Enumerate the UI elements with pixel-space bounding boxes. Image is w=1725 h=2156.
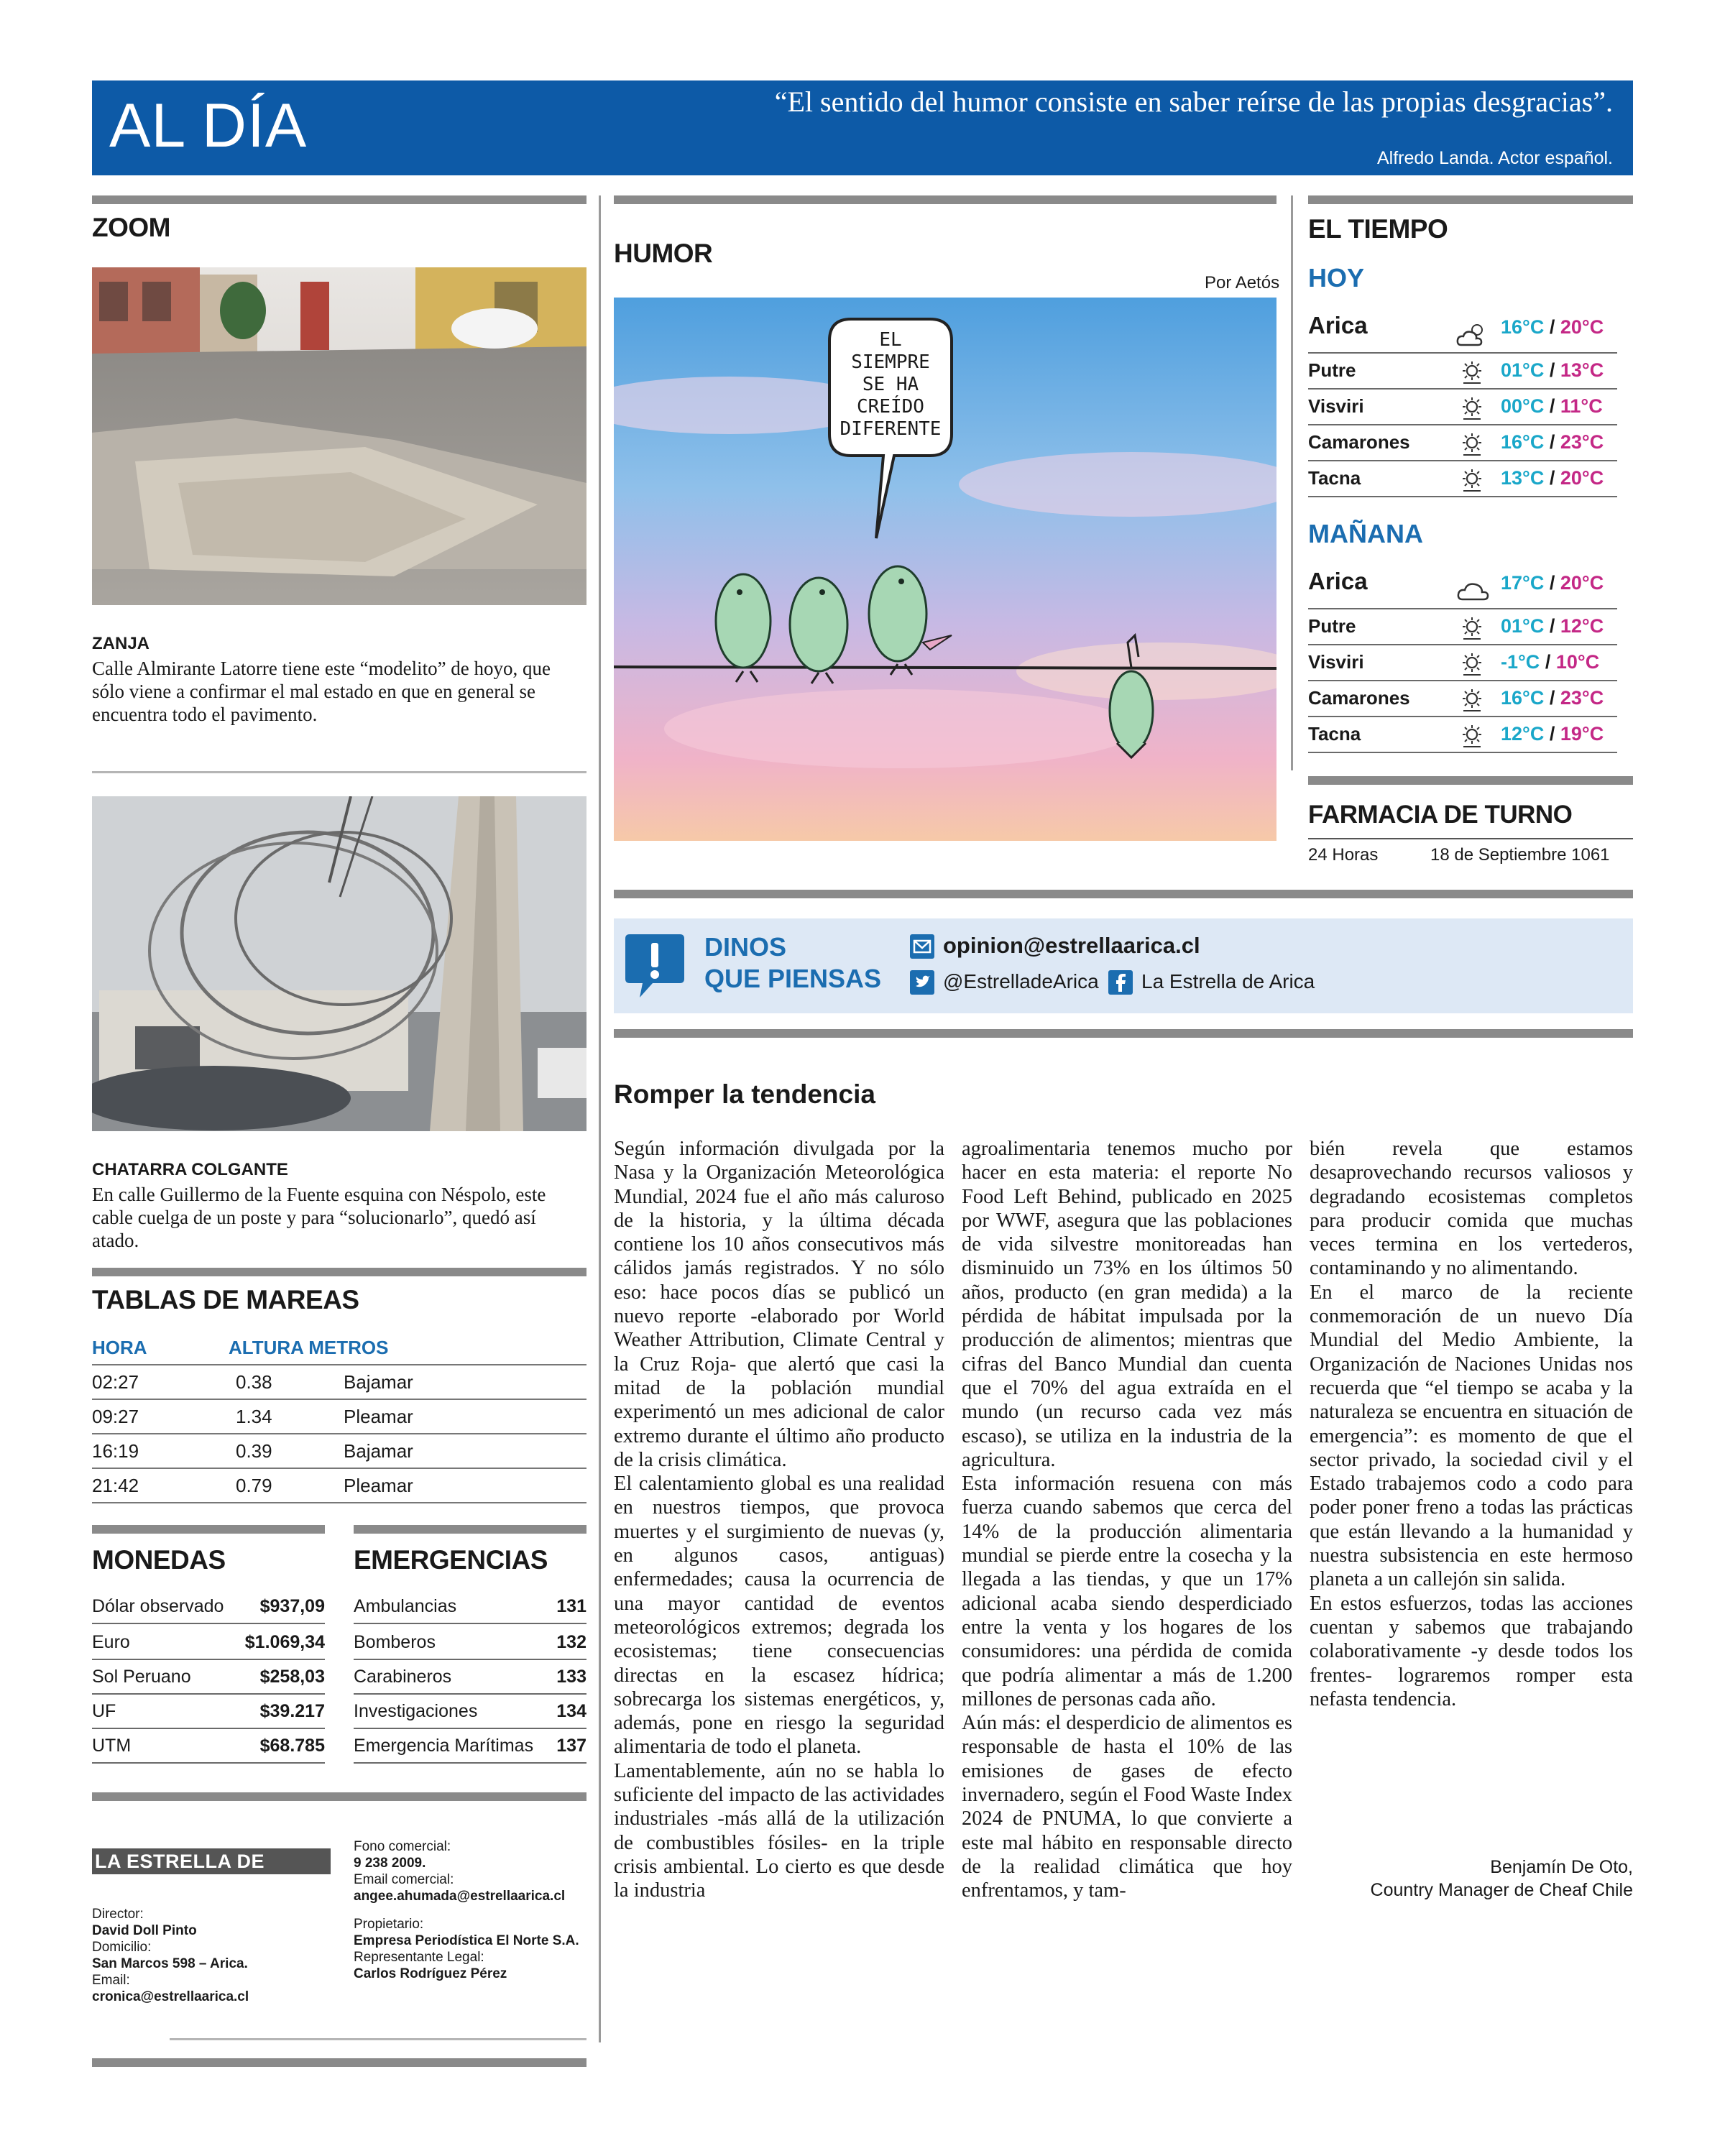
- email-link[interactable]: angee.ahumada@estrellaarica.cl: [354, 1889, 566, 1904]
- twitter-icon: [910, 970, 934, 995]
- pharmacy-hours: 24 Horas: [1308, 845, 1379, 865]
- tide-hora: 09:27: [92, 1399, 236, 1434]
- article-paragraph: bién revela que estamos desaprovechando recursos valiosos y degradando ecosistemas completos para producir comida que muchas veces termina en los vertederos, contaminando y no alimentando.: [1310, 1138, 1633, 1280]
- article-paragraph: Según información divulgada por la Nasa y la Organización Meteorológica Mundial, 2024 fue el año más caluroso de la historia, y la última década contiene los 10 años consecutivos más cálidos jamás registrados. Y no sólo eso: hace pocos días se publicó un nuevo reporte -elaborado por World Weather Attribution, Climate Central y la Cruz Roja- que alertó que casi la mitad de la población mundial experimentó un mes adicional de calor extremo durante el último año producto de la crisis climática.: [614, 1138, 944, 1471]
- table-row: [92, 1365, 586, 1399]
- weather-tomorrow-label: MAÑANA: [1308, 519, 1423, 548]
- article-paragraph: agroalimentaria tenemos mucho por hacer en esta materia: el reporte No Food Left Behind, publicado en 2025 por WWF, asegura que las poblaciones de vida silvestre monitoreadas han disminuido un 73% en los últimos 50 años, producto (en gran medida) a la pérdida de hábitat impulsada por la producción de alimentos; mientras que cifras del Banco Mundial dan cuenta que el 70% del agua extraída en el mundo (un recurso cada vez más escaso), se utiliza en la industria de la agricultura.: [962, 1138, 1292, 1471]
- humor-title: HUMOR: [614, 239, 713, 268]
- email-link[interactable]: cronica@estrellaarica.cl: [92, 1989, 249, 2004]
- contact-facebook[interactable]: La Estrella de Arica: [1141, 970, 1315, 992]
- humor-credit: Por Aetós: [1205, 273, 1280, 292]
- article-paragraph: El calentamiento global es una realidad en nuestros tiempos, que provoca muertes y el surgimiento de nuevas (y, en algunos casos, antiguas) enfermedades; causa la ocurrencia de una mayor cantidad de eventos meteorológicos extremos; degrada los ecosistemas; tiene consecuencias directas en la escasez hídrica; sobrecarga los sistemas energéticos, y, además, pone en riesgo la seguridad alimentaria de todo el planeta.: [614, 1473, 944, 1759]
- article-paragraph: Esta información resuena con más fuerza cuando sabemos que cerca del 14% de la producción alimentaria mundial se pierde entre la cosecha y la llegada a las tiendas, y que un 17% adicional acaba siendo desperdiciado entre la venta y los hogares de los consumidores: una pérdida de comida que podría alimentar a más de 1.200 millones de personas cada año.: [962, 1473, 1292, 1710]
- section-banner: [92, 80, 1633, 175]
- zoom-photo-cable: [92, 796, 586, 1131]
- pharmacy-title: FARMACIA DE TURNO: [1308, 801, 1573, 829]
- label: Email:: [92, 1973, 130, 1988]
- cloud-icon: [1455, 576, 1491, 607]
- label: Fono comercial:: [354, 1839, 451, 1854]
- list-item: Dólar observado $937,09: [92, 1588, 325, 1624]
- sun-haze-icon: [1458, 615, 1486, 645]
- weather-row: Tacna 13°C / 20°C: [1308, 461, 1617, 497]
- article-paragraph: Lamentablemente, aún no se habla lo suficiente del impacto de las actividades industriales -más allá de la utilización de combustibles fósiles- en la triple crisis ambiental. Lo cierto es que desde la industria: [614, 1759, 944, 1902]
- emergencias-list: [354, 1588, 586, 1775]
- speech-bubble-text: EL SIEMPRE SE HA CREÍDO DIFERENTE: [840, 329, 942, 440]
- humor-cartoon: [614, 298, 1276, 841]
- label: Propietario:: [354, 1917, 424, 1932]
- tide-altura: 0.38: [236, 1365, 344, 1399]
- sun-haze-icon: [1458, 395, 1486, 425]
- tides-col-hora: HORA: [92, 1337, 147, 1358]
- tide-tipo: Pleamar: [344, 1468, 586, 1503]
- article-column: [614, 1137, 944, 1903]
- table-row: [92, 1434, 586, 1468]
- weather-row: Tacna 12°C / 19°C: [1308, 717, 1617, 753]
- section-title: AL DÍA: [109, 91, 308, 160]
- tide-tipo: Pleamar: [344, 1399, 586, 1434]
- pharmacy-info: [1308, 838, 1633, 865]
- column-divider: [1291, 195, 1293, 770]
- legal-rep: Carlos Rodríguez Pérez: [354, 1966, 507, 1981]
- section-bar: [614, 890, 1633, 898]
- article-paragraph: En el marco de la reciente conmemoración de un nuevo Día Mundial del Medio Ambiente, la Organización de Naciones Unidas nos recuerda que “el tiempo se acaba y la naturaleza se encuentra en situación de emergencia”: es momento de que el sector privado, la sociedad civil y el Estado trabajemos codo a codo para poder poner freno a todas las prácticas que están llevando a la humanidad y nuestra subsistencia en este hermoso planeta a un callejón sin salida.: [1310, 1281, 1633, 1591]
- quote-author: Alfredo Landa. Actor español.: [1376, 148, 1613, 168]
- tide-altura: 1.34: [236, 1399, 344, 1434]
- facebook-icon: [1108, 970, 1133, 995]
- list-item: Bomberos 132: [354, 1624, 586, 1660]
- label: Director:: [92, 1907, 144, 1922]
- partly-cloudy-icon: [1455, 321, 1491, 351]
- article-column: [1310, 1137, 1633, 1711]
- tides-col-altura: ALTURA METROS: [229, 1337, 389, 1358]
- tide-tipo: Bajamar: [344, 1365, 586, 1399]
- zoom-photo-pothole: [92, 267, 586, 605]
- sun-haze-icon: [1458, 431, 1486, 461]
- tides-table: [92, 1364, 586, 1503]
- section-bar: [1308, 776, 1633, 785]
- tide-altura: 0.39: [236, 1434, 344, 1468]
- weather-row: Visviri -1°C / 10°C: [1308, 645, 1617, 681]
- monedas-list: [92, 1588, 325, 1775]
- sun-haze-icon: [1458, 359, 1486, 389]
- section-bar: [92, 1268, 586, 1276]
- tide-hora: 16:19: [92, 1434, 236, 1468]
- divider: [92, 771, 586, 773]
- weather-row: Visviri 00°C / 11°C: [1308, 390, 1617, 425]
- tide-hora: 02:27: [92, 1365, 236, 1399]
- contact-email[interactable]: opinion@estrellaarica.cl: [943, 933, 1200, 958]
- section-bar: [92, 2058, 586, 2067]
- sun-haze-icon: [1458, 687, 1486, 717]
- section-bar: [354, 1525, 586, 1534]
- article-title: Romper la tendencia: [614, 1079, 875, 1109]
- tides-title: TABLAS DE MAREAS: [92, 1285, 359, 1314]
- author-name: Benjamín De Oto,: [1490, 1857, 1633, 1877]
- sun-haze-icon: [1458, 467, 1486, 497]
- contact-twitter[interactable]: @EstrelladeArica: [943, 970, 1099, 992]
- sun-haze-icon: [1458, 723, 1486, 752]
- zoom-item-caption: En calle Guillermo de la Fuente esquina con Néspolo, este cable cuelga de un poste y para “solucionarlo”, quedó así atado.: [92, 1184, 546, 1251]
- section-bar: [92, 1525, 325, 1534]
- masthead-left: [92, 1906, 329, 2005]
- emergencias-title: EMERGENCIAS: [354, 1545, 548, 1575]
- pharmacy-address: 18 de Septiembre 1061: [1430, 845, 1610, 865]
- author-role: Country Manager de Cheaf Chile: [1370, 1880, 1633, 1900]
- section-bar: [614, 195, 1276, 204]
- list-item: Emergencia Marítimas 137: [354, 1729, 586, 1764]
- owner: Empresa Periodística El Norte S.A.: [354, 1933, 579, 1948]
- list-item: UTM $68.785: [92, 1729, 325, 1764]
- article-column: [962, 1137, 1292, 1903]
- tide-hora: 21:42: [92, 1468, 236, 1503]
- monedas-title: MONEDAS: [92, 1545, 226, 1575]
- contact-box: [614, 918, 1633, 1013]
- article-byline: [1310, 1856, 1633, 1902]
- exclamation-bubble-icon: [624, 931, 686, 1000]
- weather-tomorrow: [1308, 563, 1617, 757]
- masthead-right: [354, 1838, 591, 1982]
- weather-row: Camarones 16°C / 23°C: [1308, 425, 1617, 461]
- weather-row: Putre 01°C / 13°C: [1308, 354, 1617, 390]
- label: Representante Legal:: [354, 1950, 484, 1965]
- section-bar: [92, 1792, 586, 1801]
- domicilio: San Marcos 598 – Arica.: [92, 1956, 248, 1971]
- label: Domicilio:: [92, 1940, 152, 1955]
- label: Email comercial:: [354, 1872, 454, 1887]
- list-item: Investigaciones 134: [354, 1695, 586, 1729]
- table-row: [92, 1399, 586, 1434]
- divider: [170, 2038, 586, 2040]
- section-bar: [1308, 195, 1633, 204]
- column-divider: [599, 195, 601, 2042]
- list-item: Sol Peruano $258,03: [92, 1660, 325, 1695]
- list-item: Euro $1.069,34: [92, 1624, 325, 1660]
- section-bar: [92, 195, 586, 204]
- zoom-item-heading: ZANJA: [92, 634, 150, 653]
- table-row: [92, 1468, 586, 1503]
- weather-row: Putre 01°C / 12°C: [1308, 609, 1617, 645]
- list-item: UF $39.217: [92, 1695, 325, 1729]
- zoom-item-caption: Calle Almirante Latorre tiene este “modelito” de hoyo, que sólo viene a confirmar el mal estado en que en general se encuentra todo el pavimento.: [92, 658, 551, 725]
- weather-today-label: HOY: [1308, 263, 1365, 292]
- weather-row: Camarones 16°C / 23°C: [1308, 681, 1617, 717]
- article-paragraph: En estos esfuerzos, todas las acciones cuentan y sabemos que trabajando colaborativamente -y desde todos los frentes- lograremos romper esta nefasta tendencia.: [1310, 1592, 1633, 1710]
- weather-today: [1308, 308, 1617, 502]
- list-item: Carabineros 133: [354, 1660, 586, 1695]
- sun-haze-icon: [1458, 651, 1486, 681]
- director: David Doll Pinto: [92, 1923, 197, 1938]
- header-quote: “El sentido del humor consiste en saber reírse de las propias desgracias”.: [774, 86, 1613, 118]
- weather-title: EL TIEMPO: [1308, 214, 1448, 244]
- section-bar: [614, 1029, 1633, 1038]
- weather-row: Arica 16°C / 20°C: [1308, 308, 1617, 354]
- article-paragraph: Aún más: el desperdicio de alimentos es responsable de hasta el 10% de las emisiones de gases de efecto invernadero, según el Food Waste Index 2024 de PNUMA, lo que convierte a este mal hábito en responsable directo de la realidad climática que hoy enfrentamos, y tam-: [962, 1712, 1292, 1902]
- tide-tipo: Bajamar: [344, 1434, 586, 1468]
- contact-title: DINOS QUE PIENSAS: [704, 932, 882, 993]
- email-icon: [910, 934, 934, 959]
- weather-row: Arica 17°C / 20°C: [1308, 563, 1617, 609]
- list-item: Ambulancias 131: [354, 1588, 586, 1624]
- newspaper-logo: LA ESTRELLA DE ARICA: [92, 1848, 331, 1874]
- tide-altura: 0.79: [236, 1468, 344, 1503]
- zoom-item-heading: CHATARRA COLGANTE: [92, 1160, 288, 1179]
- phone: 9 238 2009.: [354, 1856, 426, 1871]
- zoom-title: ZOOM: [92, 213, 170, 242]
